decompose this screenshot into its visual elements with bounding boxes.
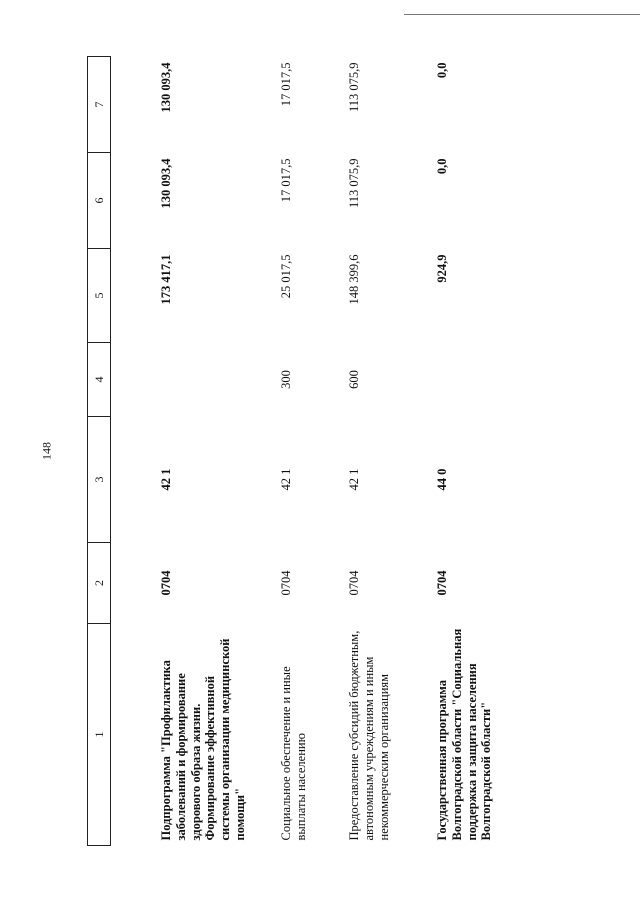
- column-number-2: 2: [88, 543, 111, 624]
- row-target-code: 44 0: [435, 468, 449, 491]
- column-number-5: 5: [88, 249, 111, 343]
- column-number-3: 3: [88, 417, 111, 543]
- column-number-row: [88, 57, 111, 846]
- row-amount-6: 0,0: [435, 158, 449, 175]
- column-number-7: 7: [88, 57, 111, 153]
- table-row: [279, 57, 347, 846]
- table-row: [111, 57, 280, 846]
- row-expense-code: [435, 343, 535, 417]
- row-amount-5: 148 399,6: [347, 254, 361, 305]
- row-expense-code: [111, 343, 280, 417]
- row-amount-6: 130 093,4: [159, 158, 173, 209]
- column-number-4: 4: [88, 343, 111, 417]
- column-number-6: 6: [88, 153, 111, 249]
- row-amount-5: 924,9: [435, 254, 449, 283]
- row-target-code: 42 1: [347, 468, 361, 491]
- document-sheet: [87, 57, 559, 846]
- row-name: Подпрограмма "Профилактика заболеваний и формирование здорового образа жизни. Формирование эффективной системы организации медицинской помощи": [159, 638, 247, 841]
- table-row: [435, 57, 535, 846]
- row-section-code: 0704: [347, 570, 361, 596]
- top-edge-line: [404, 14, 640, 15]
- row-amount-7: 17 017,5: [279, 62, 293, 107]
- table-row: [347, 57, 435, 846]
- row-amount-6: 113 075,9: [347, 158, 361, 209]
- row-amount-7: 130 093,4: [159, 62, 173, 113]
- row-expense-code: 600: [347, 370, 361, 389]
- row-name: Социальное обеспечение и иные выплаты населению: [279, 666, 308, 841]
- budget-table: [87, 56, 535, 846]
- row-amount-5: 25 017,5: [279, 254, 293, 299]
- row-section-code: 0704: [435, 570, 449, 596]
- row-name: Государственная программа Волгоградской области "Социальная поддержка и защита населения Волгоградской области": [435, 628, 494, 841]
- row-section-code: 0704: [279, 570, 293, 596]
- row-amount-6: 17 017,5: [279, 158, 293, 203]
- row-amount-7: 113 075,9: [347, 62, 361, 113]
- row-expense-code: 300: [279, 370, 293, 389]
- row-name: Предоставление субсидий бюджетным, автономным учреждениям и иным некоммерческим организациям: [347, 630, 391, 841]
- row-target-code: 42 1: [159, 468, 173, 491]
- row-amount-5: 173 417,1: [159, 254, 173, 305]
- row-target-code: 42 1: [279, 468, 293, 491]
- row-amount-7: 0,0: [435, 62, 449, 79]
- row-section-code: 0704: [159, 570, 173, 596]
- rotated-content: [87, 57, 559, 846]
- column-number-1: 1: [88, 624, 111, 846]
- page-number: 148: [39, 442, 54, 460]
